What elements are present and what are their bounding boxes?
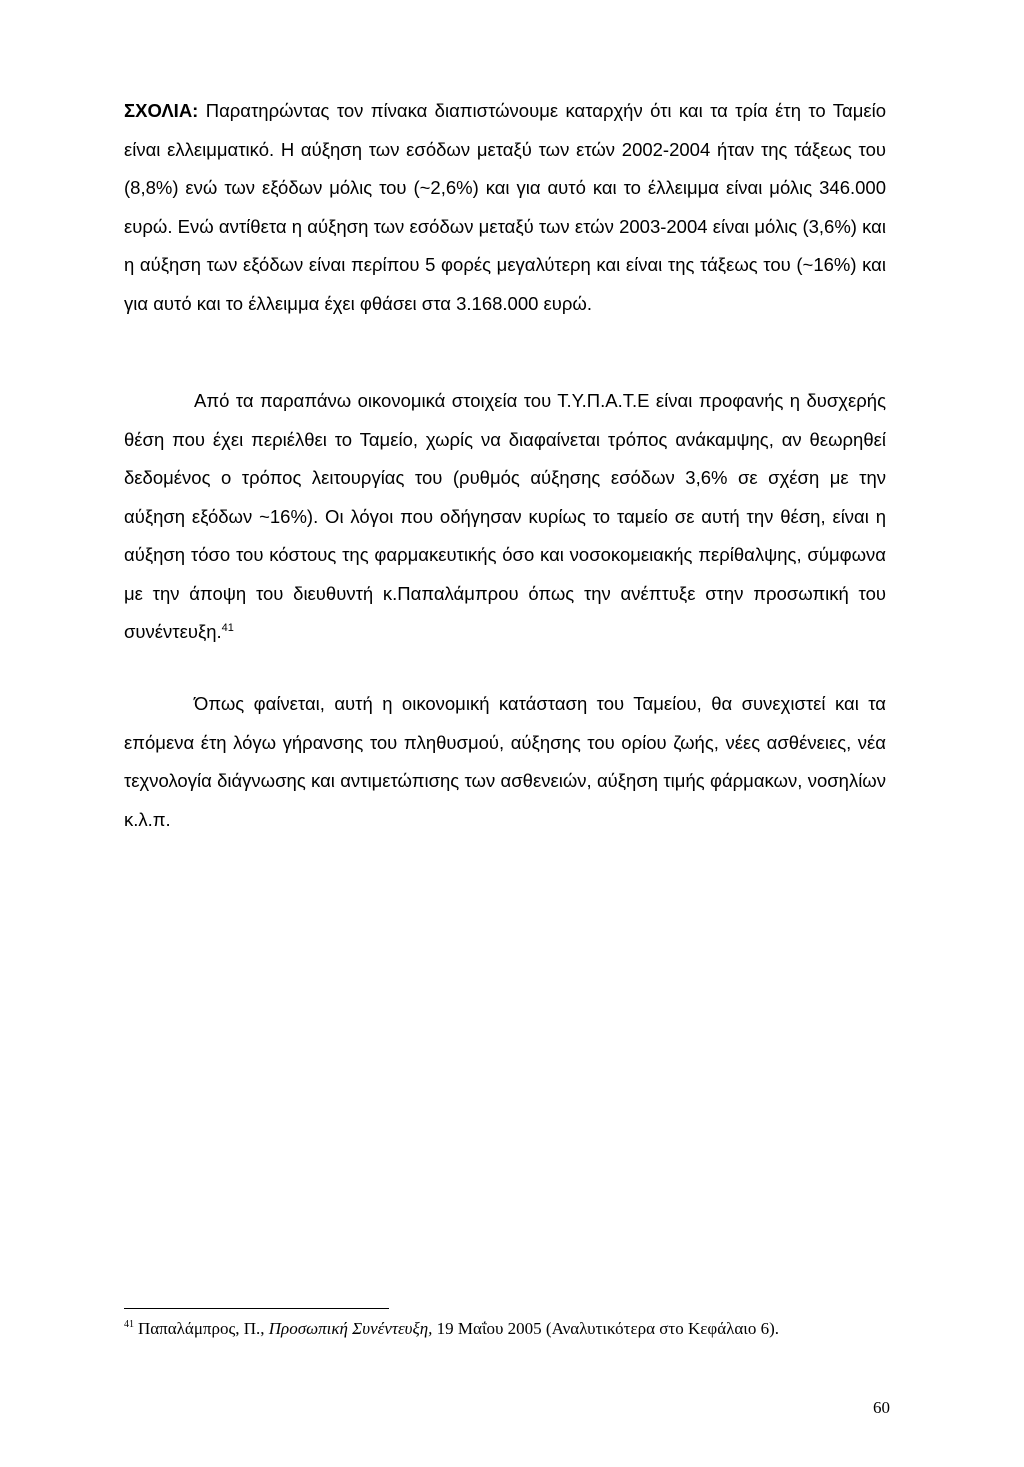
- comments-label: ΣΧΟΛΙΑ:: [124, 100, 199, 121]
- footnote: [124, 1317, 904, 1341]
- footnote-divider: [124, 1308, 389, 1309]
- footnote-title: Προσωπική Συνέντευξη,: [268, 1319, 433, 1338]
- footnote-author: Παπαλάμπρος, Π.,: [138, 1319, 265, 1338]
- page-number: 60: [873, 1398, 890, 1417]
- footnote-reference[interactable]: 41: [221, 621, 234, 634]
- paragraph-financial-position: [124, 382, 886, 652]
- paragraph-outlook-text: Όπως φαίνεται, αυτή η οικονομική κατάσταση του Ταμείου, θα συνεχιστεί και τα επόμενα έτη λόγω γήρανσης του πληθυσμού, αύξησης του ορίου ζωής, νέες ασθένειες, νέα τεχνολογία διάγνωσης και αντιμετώπισης των ασθενειών, αύξηση τιμής φάρμακων, νοσηλίων κ.λ.π.: [124, 693, 886, 830]
- paragraph-comments: [124, 92, 886, 323]
- footnote-number: 41: [124, 1319, 134, 1331]
- footnote-details: 19 Μαΐου 2005 (Αναλυτικότερα στο Κεφάλαιο 6).: [436, 1319, 780, 1338]
- paragraph-comments-text: Παρατηρώντας τον πίνακα διαπιστώνουμε καταρχήν ότι και τα τρία έτη το Ταμείο είναι ελλειμματικό. Η αύξηση των εσόδων μεταξύ των ετών 2002-2004 ήταν της τάξεως του (8,8%) ενώ των εξόδων μόλις του (~2,6%) και για αυτό και το έλλειμμα είναι μόλις 346.000 ευρώ. Ενώ αντίθετα η αύξηση των εσόδων μεταξύ των ετών 2003-2004 είναι μόλις (3,6%) και η αύξηση των εξόδων είναι περίπου 5 φορές μεγαλύτερη και είναι της τάξεως του (~16%) και για αυτό και το έλλειμμα έχει φθάσει στα 3.168.000 ευρώ.: [124, 100, 887, 314]
- paragraph-financial-position-text: Από τα παραπάνω οικονομικά στοιχεία του Τ.Υ.Π.Α.Τ.Ε είναι προφανής η δυσχερής θέση που έχει περιέλθει το Ταμείο, χωρίς να διαφαίνεται τρόπος ανάκαμψης, αν θεωρηθεί δεδομένος ο τρόπος λειτουργίας του (ρυθμός αύξησης εσόδων 3,6% σε σχέση με την αύξηση εξόδων ~16%). Οι λόγοι που οδήγησαν κυρίως το ταμείο σε αυτή την θέση, είναι η αύξηση τόσο του κόστους της φαρμακευτικής όσο και νοσοκομειακής περίθαλψης, σύμφωνα με την άποψη του διευθυντή κ.Παπαλάμπρου όπως την ανέπτυξε στην προσωπική του συνέντευξη.: [124, 390, 886, 642]
- paragraph-outlook: [124, 685, 886, 839]
